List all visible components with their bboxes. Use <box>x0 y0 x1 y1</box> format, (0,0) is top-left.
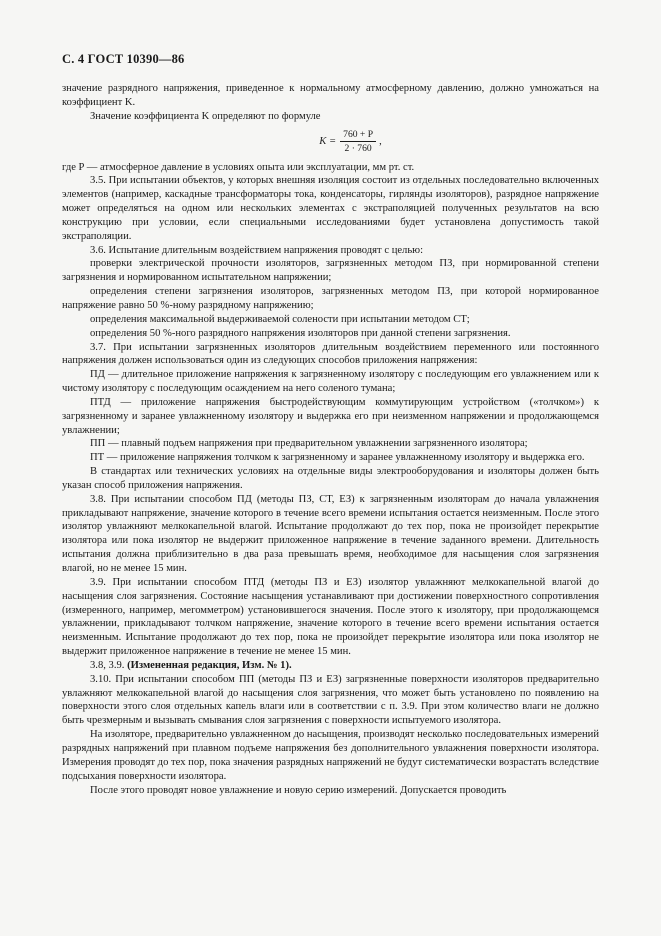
formula-k <box>62 125 599 159</box>
list-item: ПТД — приложение напряжения быстродействующим коммутирующим устройством («толчком») к загрязненному и заранее увлажненному изолятору и выдержка его при неизменном напряжении и продолжающемся увлажнении; <box>62 396 599 436</box>
section-3-7: 3.7. При испытании загрязненных изоляторов длительным воздействием переменного или постоянного напряжения должен использоваться один из следующих способов приложения напряжения: <box>62 341 599 367</box>
revision-text: (Измененная редакция, Изм. № 1). <box>127 659 292 671</box>
section-3-6: 3.6. Испытание длительным воздействием напряжения проводят с целью: <box>90 244 424 256</box>
page-header: С. 4 ГОСТ 10390—86 <box>62 52 185 66</box>
list-item: ПТ — приложение напряжения толчком к загрязненному и заранее увлажненному изолятору и выдержка его. <box>90 452 585 464</box>
paragraph: значение разрядного напряжения, приведенное к нормальному атмосферному давлению, должно умножаться на коэффициент K. <box>62 83 599 108</box>
paragraph: После этого проводят новое увлажнение и новую серию измерений. Допускается проводить <box>90 784 507 796</box>
document-body <box>62 82 599 797</box>
section-3-9: 3.9. При испытании способом ПТД (методы ПЗ и ЕЗ) изолятор увлажняют мелкокапельной влагой до насыщения слоя загрязнения. Состояние насыщения устанавливают при достижении поверхностного сопротивления (измеренного, например, мегомметром) установившегося значения. После этого к изолятору, при продолжающемся увлажнении, прикладывают толчком напряжение, значение которого в течение всего времени испытания остается неизменным. Испытание продолжают до тех пор, пока не произойдет перекрытие изолятора или пока изолятор не выдержит приложенное напряжение в течение не менее 15 мин. <box>62 576 599 658</box>
formula-fraction <box>340 129 376 154</box>
list-item: определения 50 %-ного разрядного напряжения изоляторов при данной степени загрязнения. <box>90 327 511 339</box>
revision-ref: 3.8, 3.9. <box>90 659 125 671</box>
section-3-5: 3.5. При испытании объектов, у которых внешняя изоляция состоит из отдельных последовательно включенных элементов (например, каскадные трансформаторы тока, конденсаторы, гирлянды изоляторов), разрядное напряжение может определяться на одном или нескольких элементах с экстраполяцией полученных результатов на всю конструкцию при условии, если специальными исследованиями будет установлена допустимость такой экстраполяции. <box>62 175 599 242</box>
revision-note <box>62 659 599 673</box>
section-3-10: 3.10. При испытании способом ПП (методы ПЗ и ЕЗ) загрязненные поверхности изоляторов предварительно увлажняют мелкокапельной влагой до насыщения слоя загрязнения, что может быть установлено по появлению на поверхности этого слоя отдельных капель влаги или в соответствии с п. 3.9. При этом количество влаги не должно быть чрезмерным и вызывать смывания слоя загрязнения с поверхности испытуемого изолятора. <box>62 673 599 727</box>
list-item: проверки электрической прочности изоляторов, загрязненных методом ПЗ, при нормированной степени загрязнения и нормированном испытательном напряжении; <box>62 258 599 284</box>
formula-tail: , <box>379 135 382 147</box>
paragraph: На изоляторе, предварительно увлажненном до насыщения, производят несколько последовательных измерений разрядных напряжений при плавном подъеме напряжения без дополнительного увлажнения поверхности изолятора. Измерения проводят до тех пор, пока значения разрядных напряжений не будут систематически возрастать вследствие подсыхания поверхности изолятора. <box>62 729 599 782</box>
list-item: определения степени загрязнения изоляторов, загрязненных методом ПЗ, при которой нормированное напряжение равно 50 %-ному разрядному напряжению; <box>62 286 599 311</box>
list-item: ПП — плавный подъем напряжения при предварительном увлажнении загрязненного изолятора; <box>90 438 528 450</box>
paragraph: В стандартах или технических условиях на отдельные виды электрооборудования и изоляторы должен быть указан способ приложения напряжения. <box>62 466 599 491</box>
paragraph: Значение коэффициента K определяют по формуле <box>90 110 321 122</box>
formula-lhs: K = <box>319 135 337 147</box>
section-3-8: 3.8. При испытании способом ПД (методы ПЗ, СТ, ЕЗ) к загрязненным изоляторам до начала увлажнения прикладывают напряжение, значение которого в течение всего времени испытания остается неизменным. После этого изолятор увлажняют мелкокапельной влагой. Испытание продолжают до тех пор, пока не произойдет перекрытие изолятора или пока изолятор не выдержит приложенное напряжение в течение заданного времени. Длительность испытания должна приблизительно в два раза превышать время, необходимое для насыщения слоя загрязнения влагой, но не менее 15 мин. <box>62 493 599 574</box>
formula-numerator: 760 + P <box>340 129 376 142</box>
list-item: ПД — длительное приложение напряжения к загрязненному изолятору с последующим его увлажнением или к чистому изолятору с последующим осаждением на него соленого тумана; <box>62 369 599 395</box>
list-item: определения максимальной выдерживаемой солености при испытании методом СТ; <box>90 313 470 325</box>
formula-denominator: 2 · 760 <box>344 143 372 155</box>
paragraph: где P — атмосферное давление в условиях опыта или эксплуатации, мм рт. ст. <box>62 161 415 173</box>
